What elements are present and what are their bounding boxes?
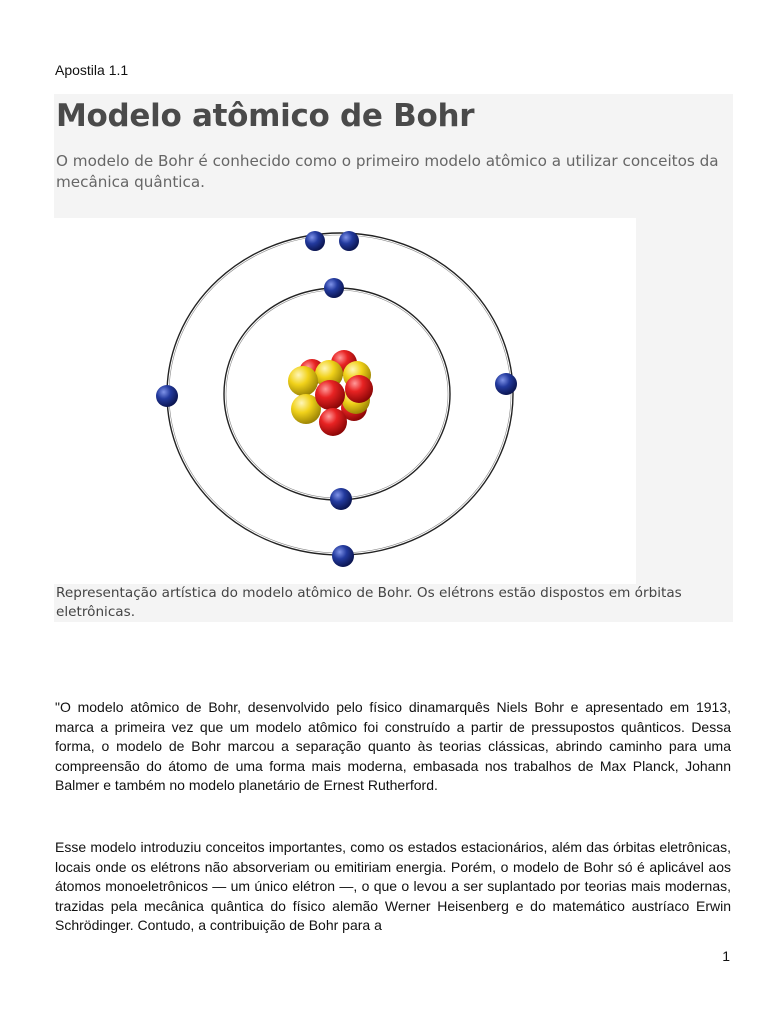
- page-number: 1: [722, 948, 730, 964]
- article-lead: O modelo de Bohr é conhecido como o primeiro modelo atômico a utilizar conceitos da mecânica quântica.: [56, 152, 719, 191]
- electron: [330, 488, 352, 510]
- article-title: Modelo atômico de Bohr: [56, 98, 475, 134]
- document-header: Apostila 1.1: [55, 62, 129, 78]
- article-card: [54, 94, 733, 622]
- electron: [324, 278, 344, 298]
- body-paragraph-2: Esse modelo introduziu conceitos importantes, como os estados estacionários, além das órbitas eletrônicas, locais onde os elétrons não absorveriam ou emitiriam energia. Porém, o modelo de Bohr só é aplicável aos átomos monoeletrônicos — um único elétron —, o que o levou a ser suplantado por teorias mais modernas, trazidas pela mecânica quântica do físico alemão Werner Heisenberg e do matemático austríaco Erwin Schrödinger. Contudo, a contribuição de Bohr para a: [55, 839, 731, 934]
- neutron: [288, 366, 318, 396]
- electron: [305, 231, 325, 251]
- electron: [332, 545, 354, 567]
- electron: [495, 373, 517, 395]
- figure-caption: Representação artística do modelo atômico de Bohr. Os elétrons estão dispostos em órbitas eletrônicas.: [56, 585, 682, 620]
- proton: [315, 380, 345, 410]
- bohr-model-illustration: [54, 218, 636, 584]
- electron: [339, 231, 359, 251]
- proton: [319, 408, 347, 436]
- bohr-atom-diagram: [54, 218, 636, 584]
- body-paragraph-1: "O modelo atômico de Bohr, desenvolvido pelo físico dinamarquês Niels Bohr e apresentado em 1913, marca a primeira vez que um modelo atômico foi construído a partir de pressupostos quânticos. Dessa forma, o modelo de Bohr marcou a separação quanto às teorias clássicas, abrindo caminho para uma compreensão do átomo de uma forma mais moderna, embasada nos trabalhos de Max Planck, Johann Balmer e também no modelo planetário de Ernest Rutherford.: [55, 699, 731, 794]
- proton: [345, 375, 373, 403]
- electron: [156, 385, 178, 407]
- nucleus: [288, 350, 373, 436]
